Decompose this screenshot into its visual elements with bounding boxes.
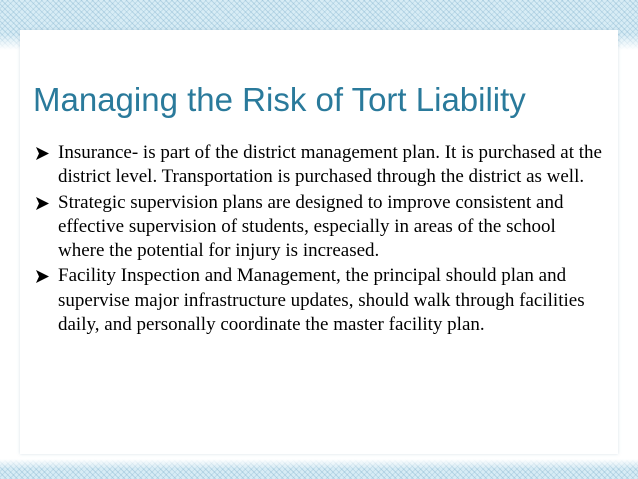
bullet-text: Insurance- is part of the district management plan. It is purchased at the district level. Transportation is purchased through the district as well. — [58, 142, 602, 188]
bullet-list — [36, 141, 606, 338]
bullet-arrow-icon — [36, 270, 49, 283]
slide-title: Managing the Risk of Tort Liability — [33, 81, 526, 118]
bullet-item-strategic-supervision — [36, 191, 606, 264]
bullet-text: Strategic supervision plans are designed to improve consistent and effective supervision of students, especially in areas of the school where the potential for injury is increased. — [58, 191, 564, 262]
bottom-band-fade — [0, 459, 638, 469]
bullet-text: Facility Inspection and Management, the principal should plan and supervise major infrastructure updates, should walk through facilities daily, and personally coordinate the master facility plan. — [58, 265, 585, 336]
bullet-item-facility-inspection — [36, 264, 606, 337]
bullet-arrow-icon — [36, 147, 49, 160]
bullet-item-insurance — [36, 141, 606, 190]
bullet-arrow-icon — [36, 197, 49, 210]
